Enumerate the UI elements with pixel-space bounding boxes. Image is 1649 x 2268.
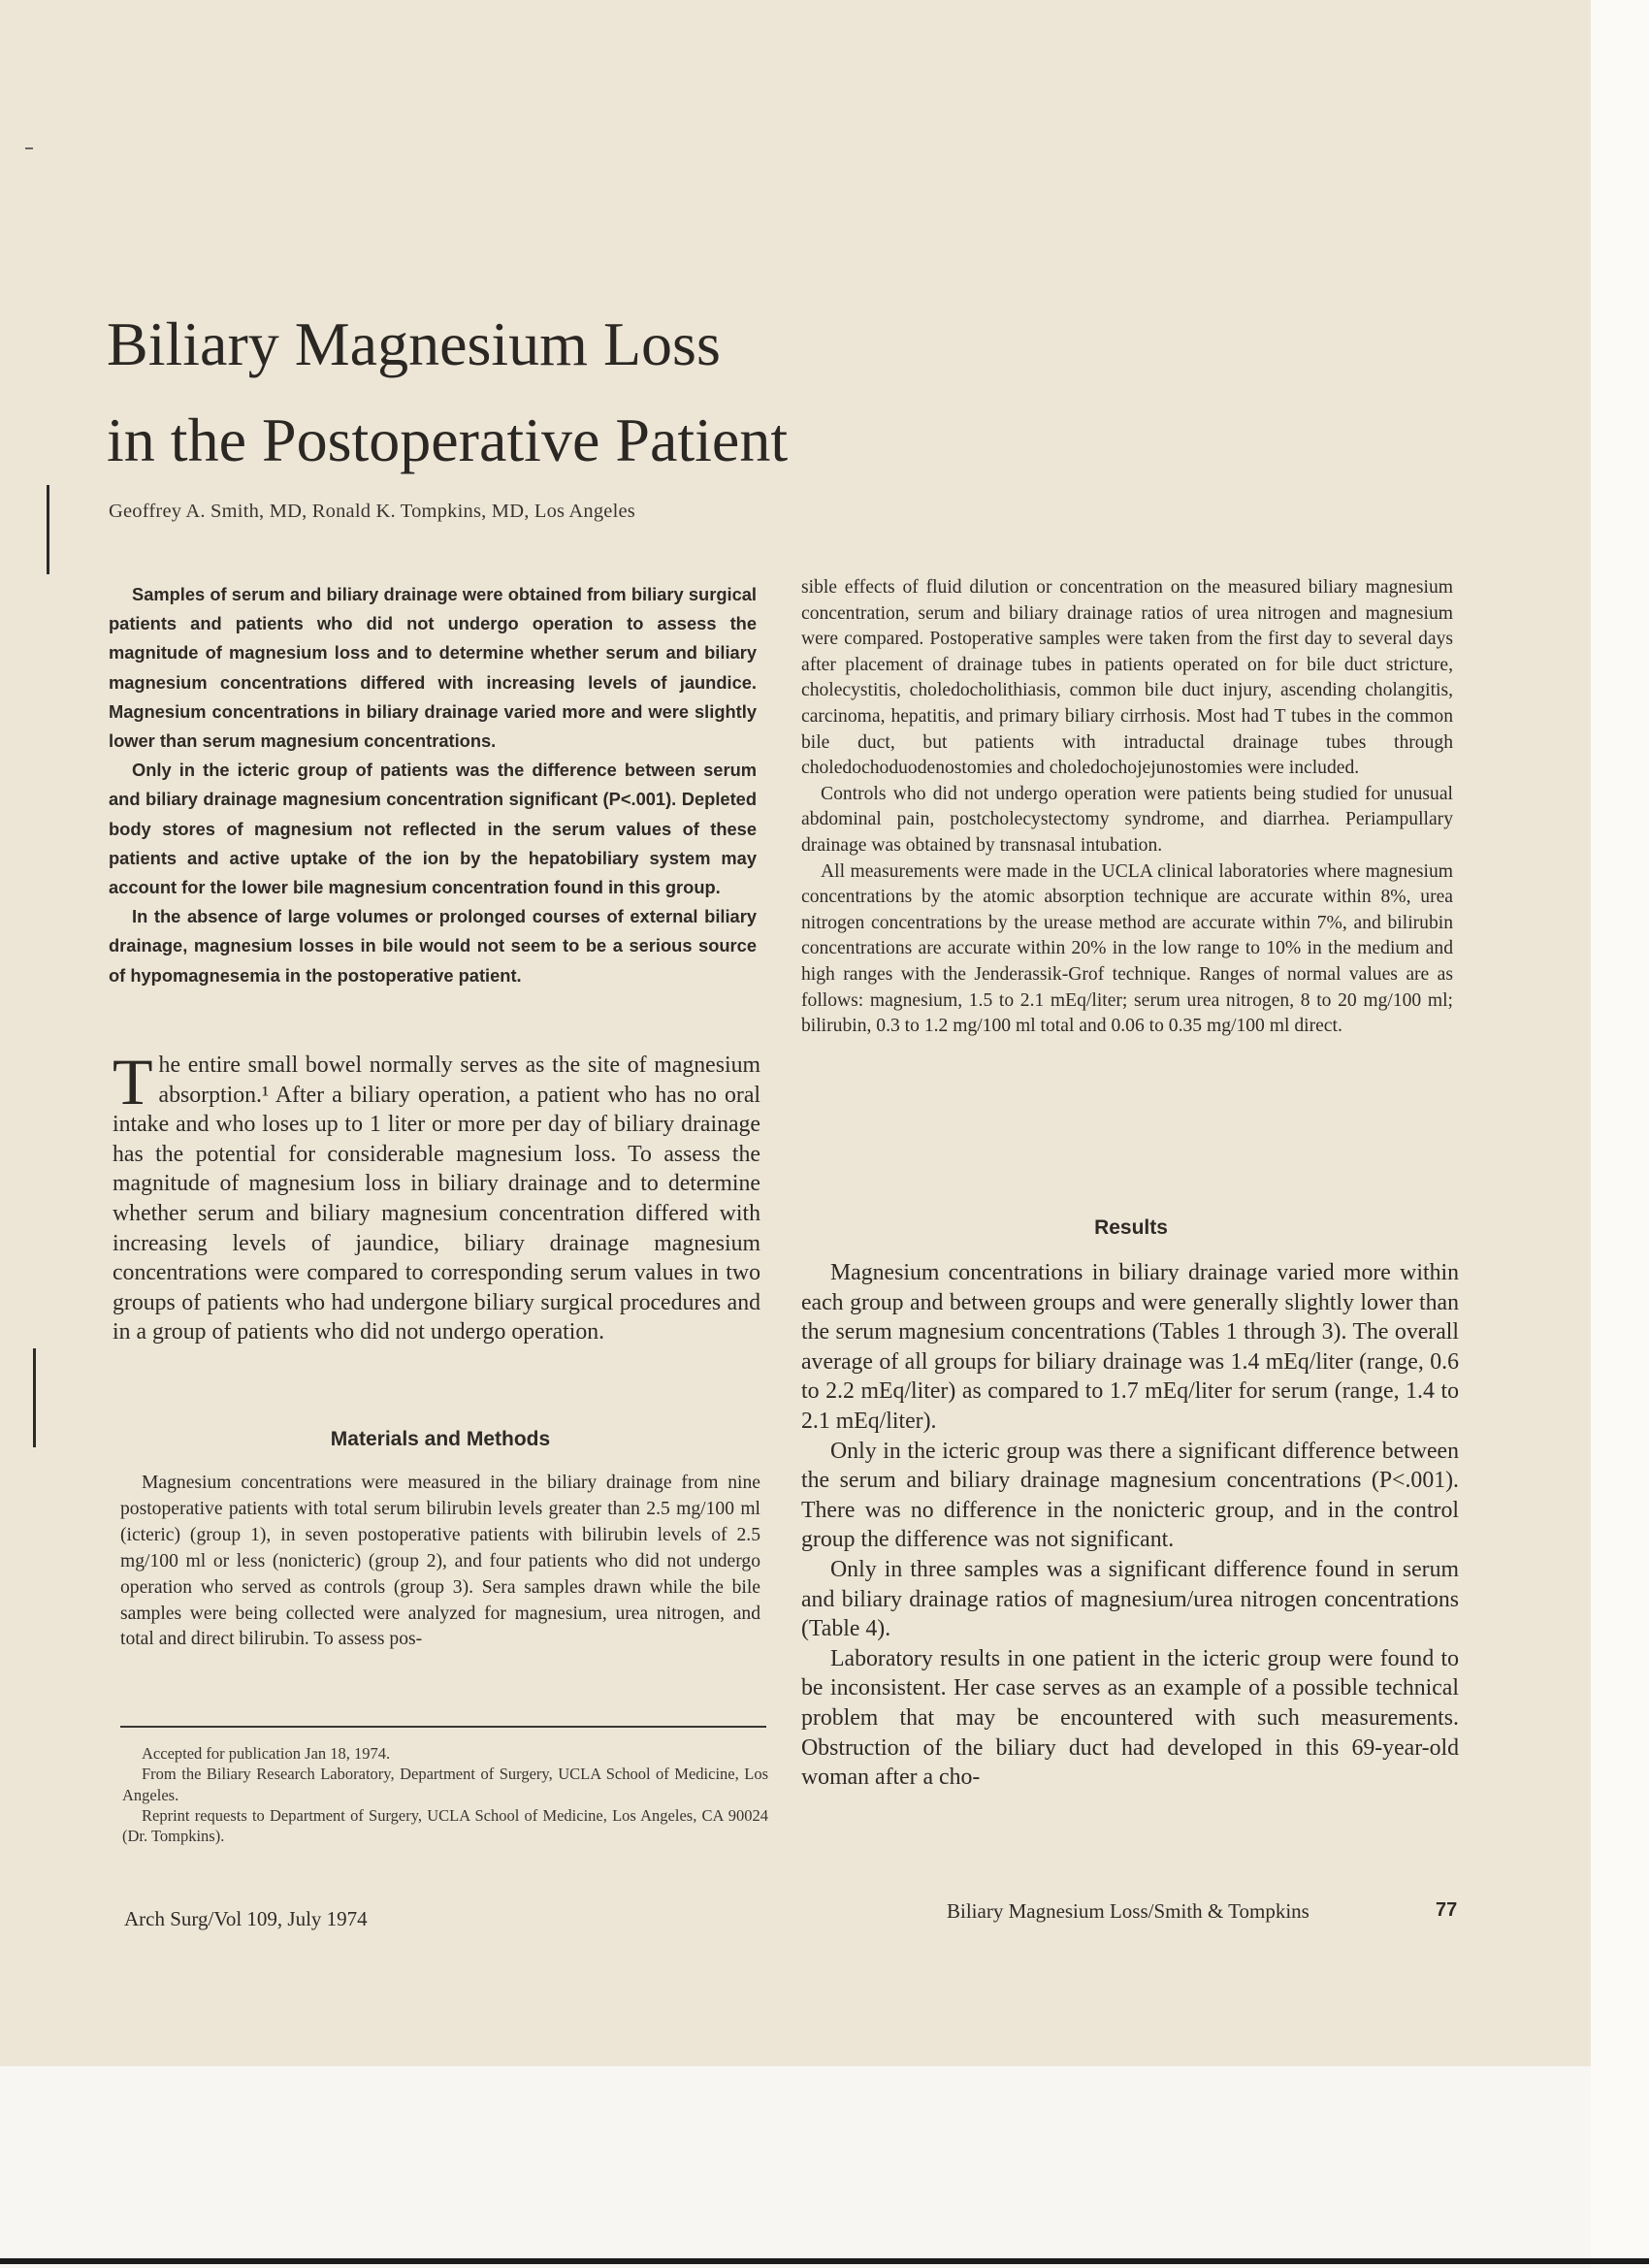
methods-continued (801, 575, 1453, 1040)
abstract (109, 580, 757, 990)
binding-mark (33, 1348, 36, 1447)
abstract-paragraph: In the absence of large volumes or prolonged courses of external biliary drainage, magnesium losses in bile would not seem to be a serious source of hypomagnesemia in the postoperative patient. (109, 906, 757, 986)
scan-margin-bottom (0, 2066, 1591, 2268)
footnote: Reprint requests to Department of Surgery, UCLA School of Medicine, Los Angeles, CA 90024 (Dr. Tompkins). (122, 1805, 768, 1846)
methods-text (120, 1471, 760, 1653)
results-text (801, 1258, 1459, 1793)
footnote: Accepted for publication Jan 18, 1974. (142, 1744, 391, 1763)
intro-paragraph (113, 1045, 760, 1347)
results-paragraph: Magnesium concentrations in biliary drainage varied more within each group and between groups and were generally slightly lower than the serum magnesium concentrations (Tables 1 through 3). The overall average of all groups for biliary drainage was 1.4 mEq/liter (range, 0.6 to 2.2 mEq/liter) as compared to 1.7 mEq/liter for serum (range, 1.4 to 2.1 mEq/liter). (801, 1260, 1459, 1434)
drop-cap: T (113, 1045, 153, 1118)
scan-margin-right (1591, 0, 1649, 2268)
running-title: Biliary Magnesium Loss/Smith & Tompkins (947, 1899, 1310, 1923)
title-line-1: Biliary Magnesium Loss (107, 309, 721, 378)
binding-mark (47, 485, 49, 574)
page-number: 77 (1436, 1899, 1458, 1921)
results-heading: Results (1094, 1216, 1168, 1239)
footnote-rule (120, 1726, 766, 1728)
methods-paragraph: sible effects of fluid dilution or concentration on the measured biliary magnesium concentration, serum and biliary drainage ratios of urea nitrogen and magnesium were compared. Postoperative samples were taken from the first day to several days after placement of drainage tubes in patients operated on for bile duct stricture, cholecystitis, choledocholithiasis, common bile duct injury, ascending cholangitis, carcinoma, hepatitis, and primary biliary cirrhosis. Most had T tubes in the common bile duct, but patients with intraductal drainage tubes through choledochoduodenostomies and choledochojejunostomies were included. (801, 577, 1453, 779)
scan-speck (25, 147, 33, 149)
footnote: From the Biliary Research Laboratory, Department of Surgery, UCLA School of Medicine, Los Angeles. (122, 1765, 768, 1804)
methods-paragraph: Magnesium concentrations were measured in the biliary drainage from nine postoperative patients with total serum bilirubin levels greater than 2.5 mg/100 ml (icteric) (group 1), in seven postoperative patients with bilirubin levels of 2.5 mg/100 ml or less (nonicteric) (group 2), and four patients who did not undergo operation who served as controls (group 3). Sera samples drawn while the bile samples were being collected were analyzed for magnesium, urea nitrogen, and total and direct bilirubin. To assess pos- (120, 1473, 760, 1650)
author-line: Geoffrey A. Smith, MD, Ronald K. Tompkins, MD, Los Angeles (109, 501, 635, 522)
methods-paragraph: All measurements were made in the UCLA clinical laboratories where magnesium concentrations by the atomic absorption technique are accurate within 8%, urea nitrogen concentrations by the urease method are accurate within 7%, and bilirubin concentrations are accurate within 20% in the low range to 10% in the medium and high ranges with the Jenderassik-Grof technique. Ranges of normal values are as follows: magnesium, 1.5 to 2.1 mEq/liter; serum urea nitrogen, 8 to 20 mg/100 ml; bilirubin, 0.3 to 1.2 mg/100 ml total and 0.06 to 0.35 mg/100 ml direct. (801, 860, 1453, 1037)
methods-paragraph: Controls who did not undergo operation were patients being studied for unusual abdominal pain, postcholecystectomy syndrome, and diarrhea. Periampullary drainage was obtained by transnasal intubation. (801, 783, 1453, 856)
intro-text: he entire small bowel normally serves as the site of magnesium absorption.¹ After a biliary operation, a patient who has no oral intake and who loses up to 1 liter or more per day of biliary drainage has the potential for considerable magnesium loss. To assess the magnitude of magnesium loss in biliary drainage and to determine whether serum and biliary magnesium concentration differed with increasing levels of jaundice, biliary drainage magnesium concentrations were compared to corresponding serum values in two groups of patients who had undergone biliary surgical procedures and in a group of patients who did not undergo operation. (113, 1053, 760, 1345)
abstract-paragraph: Only in the icteric group of patients was the difference between serum and biliary drainage magnesium concentration significant (P<.001). Depleted body stores of magnesium not reflected in the serum values of these patients and active uptake of the ion by the hepatobiliary system may account for the lower bile magnesium concentration found in this group. (109, 760, 757, 898)
title-line-2: in the Postoperative Patient (107, 405, 789, 474)
results-paragraph: Only in three samples was a significant difference found in serum and biliary drainage ratios of magnesium/urea nitrogen concentrations (Table 4). (801, 1556, 1459, 1642)
journal-citation: Arch Surg/Vol 109, July 1974 (124, 1907, 368, 1930)
results-paragraph: Only in the icteric group was there a significant difference between the serum and biliary drainage magnesium concentrations (P<.001). There was no difference in the nonicteric group, and in the control group the difference was not significant. (801, 1438, 1459, 1553)
methods-heading: Materials and Methods (330, 1428, 551, 1450)
footnotes (122, 1743, 768, 1846)
article-title (107, 296, 980, 488)
results-paragraph: Laboratory results in one patient in the icteric group were found to be inconsistent. Her case serves as an example of a possible technical problem that may be encountered with such measurements. Obstruction of the biliary duct had developed in this 69-year-old woman after a cho- (801, 1645, 1459, 1791)
scan-edge-line (0, 2258, 1649, 2264)
introduction (113, 1045, 760, 1347)
abstract-paragraph: Samples of serum and biliary drainage were obtained from biliary surgical patients and patients who did not undergo operation to assess the magnitude of magnesium loss and to determine whether serum and biliary magnesium concentrations differed with increasing levels of jaundice. Magnesium concentrations in biliary drainage varied more and were slightly lower than serum magnesium concentrations. (109, 584, 757, 752)
